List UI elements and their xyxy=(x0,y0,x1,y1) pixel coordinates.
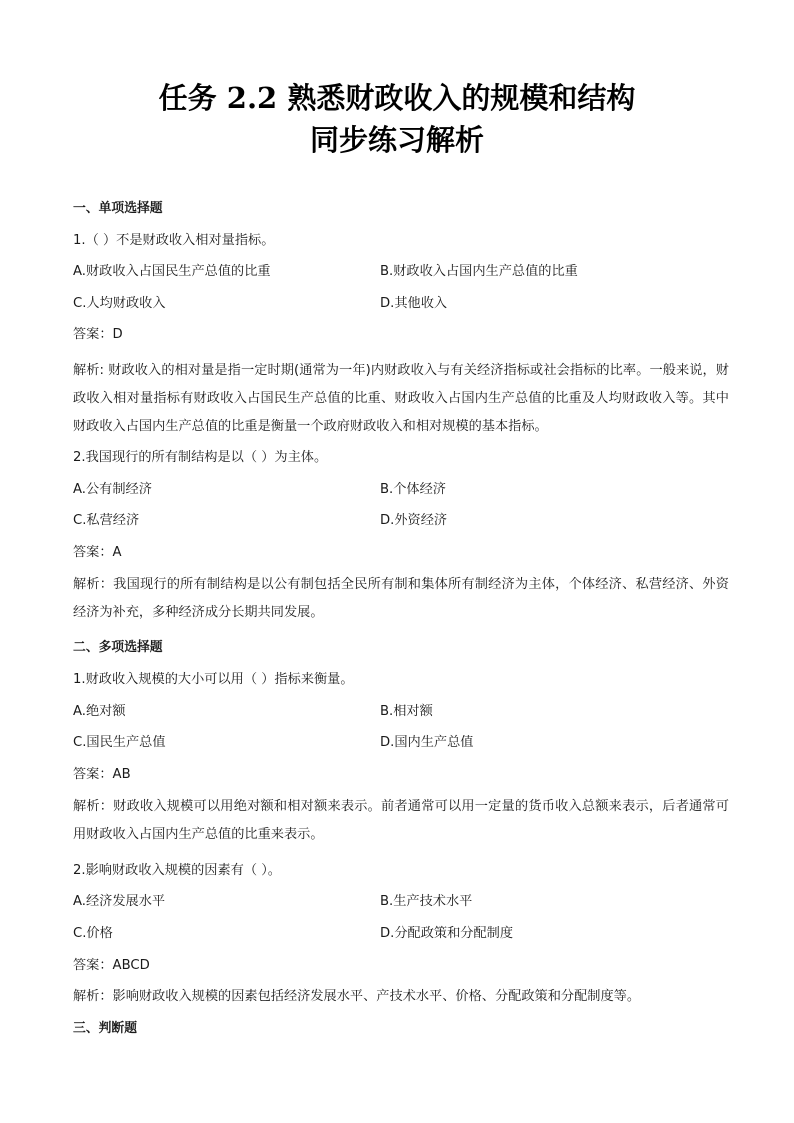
option-c: C.国民生产总值 xyxy=(73,735,166,750)
answer: 答案：AB xyxy=(73,767,131,782)
option-d: D.分配政策和分配制度 xyxy=(380,926,514,941)
question-stem: 1.财政收入规模的大小可以用（ ）指标来衡量。 xyxy=(73,672,354,687)
answer: 答案：A xyxy=(73,545,122,560)
option-c: C.私营经济 xyxy=(73,513,140,528)
option-b: B.生产技术水平 xyxy=(380,894,473,909)
page-subtitle: 同步练习解析 xyxy=(309,123,484,157)
section-heading-true-false: 三、判断题 xyxy=(73,1021,137,1036)
option-b: B.财政收入占国内生产总值的比重 xyxy=(380,264,578,279)
page-title: 任务 2.2 熟悉财政收入的规模和结构 xyxy=(158,81,636,115)
option-d: D.其他收入 xyxy=(380,296,448,311)
option-c: C.价格 xyxy=(73,926,113,941)
option-a: A.公有制经济 xyxy=(73,482,152,497)
option-a: A.财政收入占国民生产总值的比重 xyxy=(73,264,271,279)
analysis: 解析：我国现行的所有制结构是以公有制包括全民所有制和集体所有制经济为主体，个体经济、私营经济、外资经济为补充，多种经济成分长期共同发展。 xyxy=(73,577,729,620)
analysis: 解析：影响财政收入规模的因素包括经济发展水平、产技术水平、价格、分配政策和分配制度等。 xyxy=(73,989,641,1004)
answer: 答案：ABCD xyxy=(73,958,150,973)
option-b: B.个体经济 xyxy=(380,482,446,497)
question-stem: 2.我国现行的所有制结构是以（ ）为主体。 xyxy=(73,450,328,465)
analysis: 解析: 财政收入的相对量是指一定时期(通常为一年)内财政收入与有关经济指标或社会指标的比率。一般来说，财政收入相对量指标有财政收入占国民生产总值的比重、财政收入占国内生产总值的比重及人均财政收入等。其中财政收入占国内生产总值的比重是衡量一个政府财政收入和相对规模的基本指标。 xyxy=(73,363,729,434)
answer: 答案：D xyxy=(73,327,123,342)
option-d: D.外资经济 xyxy=(380,513,448,528)
option-d: D.国内生产总值 xyxy=(380,735,474,750)
question-stem: 1.（ ）不是财政收入相对量指标。 xyxy=(73,233,275,248)
section-heading-multiple-choice: 二、多项选择题 xyxy=(73,640,163,655)
option-b: B.相对额 xyxy=(380,704,433,719)
option-a: A.绝对额 xyxy=(73,704,126,719)
option-a: A.经济发展水平 xyxy=(73,894,166,909)
analysis: 解析：财政收入规模可以用绝对额和相对额来表示。前者通常可以用一定量的货币收入总额来表示，后者通常可用财政收入占国内生产总值的比重来表示。 xyxy=(73,799,729,842)
question-stem: 2.影响财政收入规模的因素有（ ）。 xyxy=(73,863,281,878)
option-c: C.人均财政收入 xyxy=(73,296,166,311)
section-heading-single-choice: 一、单项选择题 xyxy=(73,201,163,216)
